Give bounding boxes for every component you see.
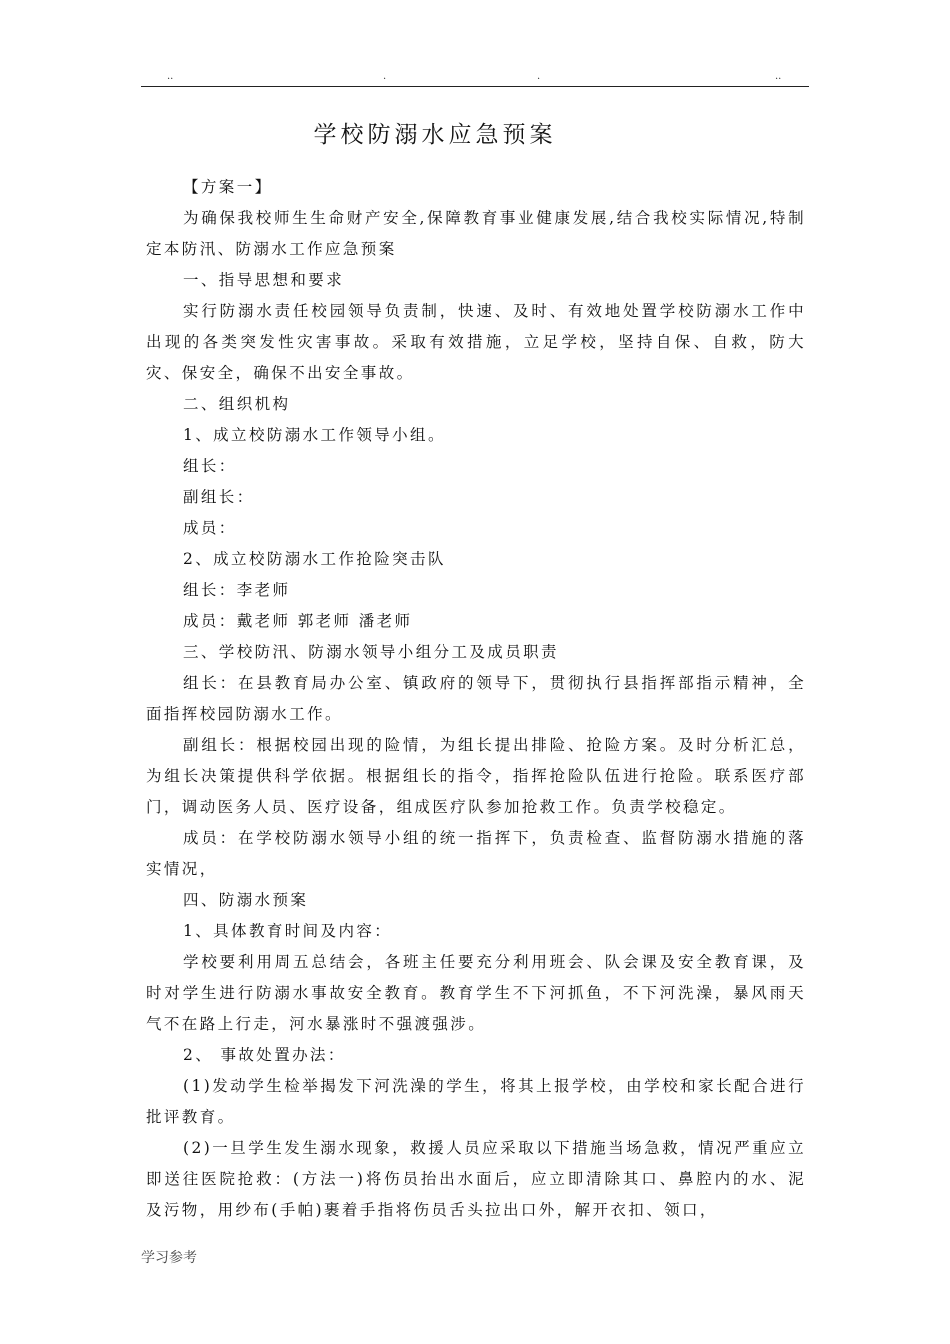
header-marks bbox=[141, 70, 809, 84]
paragraph: 组长：在县教育局办公室、镇政府的领导下，贯彻执行县指挥部指示精神，全面指挥校园防溺水工作。 bbox=[146, 674, 806, 723]
header-mark: . bbox=[383, 71, 387, 82]
paragraph: 学校要利用周五总结会，各班主任要充分利用班会、队会课及安全教育课，及时对学生进行防溺水事故安全教育。教育学生不下河抓鱼，不下河洗澡，暴风雨天气不在路上行走，河水暴涨时不强渡强涉。 bbox=[146, 953, 806, 1033]
section-heading: 四、防溺水预案 bbox=[183, 891, 309, 909]
paragraph: 实行防溺水责任校园领导负责制，快速、及时、有效地处置学校防溺水工作中出现的各类突发性灾害事故。采取有效措施，立足学校，坚持自保、自救，防大灾、保安全，确保不出安全事故。 bbox=[146, 302, 806, 382]
paragraph: (1)发动学生检举揭发下河洗澡的学生，将其上报学校，由学校和家长配合进行批评教育。 bbox=[146, 1077, 806, 1126]
header-rule bbox=[141, 86, 809, 87]
paragraph: 成员：戴老师 郭老师 潘老师 bbox=[183, 612, 413, 630]
header-mark: .. bbox=[167, 71, 174, 82]
section-heading: 三、学校防汛、防溺水领导小组分工及成员职责 bbox=[183, 643, 559, 661]
header-mark: . bbox=[537, 71, 541, 82]
section-heading: 一、指导思想和要求 bbox=[183, 271, 345, 289]
paragraph: 2、 事故处置办法： bbox=[183, 1046, 346, 1064]
page-footer: 学习参考 bbox=[141, 1250, 197, 1266]
paragraph: 1、具体教育时间及内容： bbox=[183, 922, 393, 940]
section-heading: 二、组织机构 bbox=[183, 395, 291, 413]
paragraph: 组长： bbox=[183, 457, 237, 475]
paragraph: (2)一旦学生发生溺水现象，救援人员应采取以下措施当场急救，情况严重应立即送往医院抢救：(方法一)将伤员抬出水面后，应立即清除其口、鼻腔内的水、泥及污物，用纱布(手帕)裹着手指将伤员舌头拉出口外，解开衣扣、领口， bbox=[146, 1139, 806, 1219]
paragraph: 成员：在学校防溺水领导小组的统一指挥下，负责检查、监督防溺水措施的落实情况， bbox=[146, 829, 806, 878]
paragraph: 副组长： bbox=[183, 488, 255, 506]
header-mark: .. bbox=[775, 71, 782, 82]
paragraph: 1、成立校防溺水工作领导小组。 bbox=[183, 426, 446, 444]
document-title: 学校防溺水应急预案 bbox=[313, 122, 557, 148]
document-body bbox=[146, 172, 806, 1226]
paragraph: 成员： bbox=[183, 519, 237, 537]
paragraph: 为确保我校师生生命财产安全,保障教育事业健康发展,结合我校实际情况,特制定本防汛、防溺水工作应急预案 bbox=[146, 209, 806, 258]
paragraph: 2、成立校防溺水工作抢险突击队 bbox=[183, 550, 446, 568]
paragraph: 副组长：根据校园出现的险情，为组长提出排险、抢险方案。及时分析汇总，为组长决策提供科学依据。根据组长的指令，指挥抢险队伍进行抢险。联系医疗部门，调动医务人员、医疗设备，组成医疗队参加抢救工作。负责学校稳定。 bbox=[146, 736, 806, 816]
paragraph: 组长：李老师 bbox=[183, 581, 291, 599]
paragraph: 【方案一】 bbox=[183, 178, 273, 196]
